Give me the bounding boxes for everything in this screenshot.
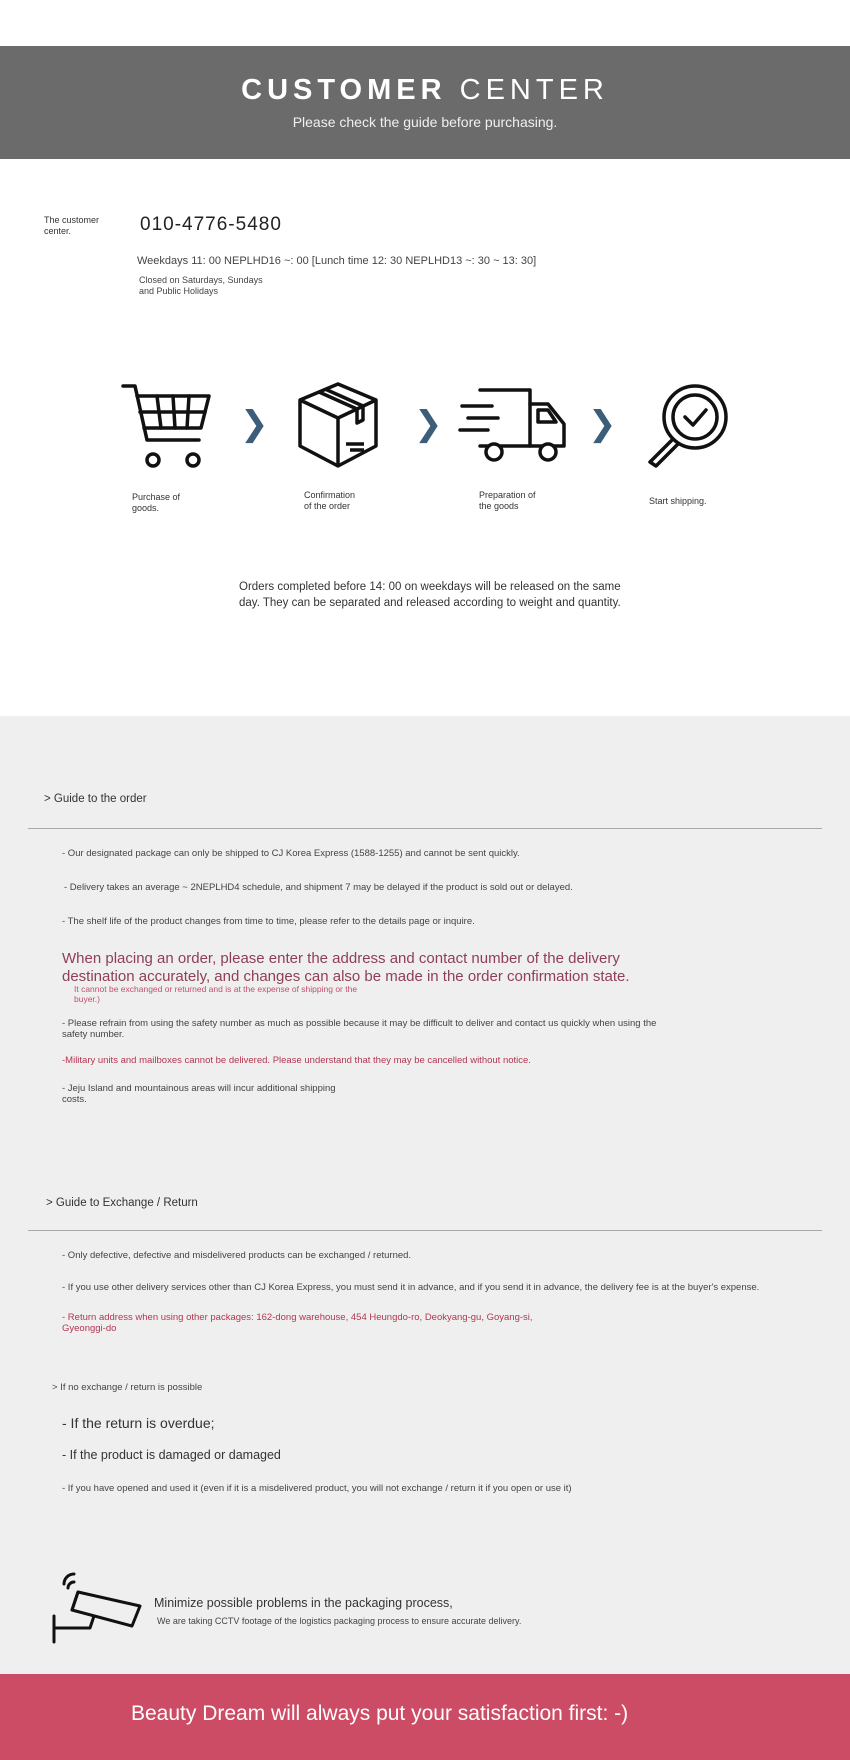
step-label-line: of the order bbox=[304, 501, 351, 511]
cctv-camera-icon bbox=[48, 1570, 148, 1644]
cctv-headline: Minimize possible problems in the packaging process, bbox=[154, 1596, 453, 1610]
step-label-line: goods. bbox=[132, 503, 160, 513]
jeju-line: costs. bbox=[62, 1094, 87, 1105]
phone-number[interactable]: 010-4776-5480 bbox=[140, 214, 282, 235]
chevron-right-icon: ❯ bbox=[414, 404, 443, 444]
guide-section bbox=[0, 716, 850, 1674]
order-guide-item: - Our designated package can only be shipped to CJ Korea Express (1588-1255) and cannot be sent quickly. bbox=[62, 848, 520, 859]
step-label-line: the goods bbox=[479, 501, 519, 511]
safety-line: - Please refrain from using the safety number as much as possible because it may be difficult to deliver and contact us quickly when using the bbox=[62, 1018, 657, 1029]
jeju-line: - Jeju Island and mountainous areas will incur additional shipping bbox=[62, 1083, 336, 1094]
title-light: CENTER bbox=[459, 74, 609, 106]
no-exchange-title: > If no exchange / return is possible bbox=[52, 1382, 203, 1393]
step-label-line: Confirmation bbox=[304, 490, 356, 500]
step-label-line: Start shipping. bbox=[649, 496, 707, 506]
closed-line-2: and Public Holidays bbox=[139, 286, 219, 296]
military-note: -Military units and mailboxes cannot be delivered. Please understand that they may be cancelled without notice. bbox=[62, 1055, 531, 1066]
magnifier-check-icon bbox=[640, 378, 736, 474]
truck-icon bbox=[458, 380, 568, 476]
cart-icon bbox=[117, 378, 213, 474]
cctv-description: We are taking CCTV footage of the logistics packaging process to ensure accurate delivery. bbox=[157, 1616, 522, 1626]
footer-message: Beauty Dream will always put your satisfaction first: -) bbox=[131, 1702, 629, 1725]
divider bbox=[28, 1230, 822, 1231]
closed-line-1: Closed on Saturdays, Sundays bbox=[139, 275, 263, 285]
step-confirmation bbox=[290, 378, 386, 479]
step-label-line: Preparation of bbox=[479, 490, 536, 500]
order-highlight bbox=[62, 950, 762, 986]
exchange-item: - Only defective, defective and misdelivered products can be exchanged / returned. bbox=[62, 1250, 412, 1261]
exchange-item: - If you use other delivery services other than CJ Korea Express, you must send it in advance, and if you send it in advance, the delivery fee is at the buyer's expense. bbox=[62, 1282, 760, 1293]
step-label-line: Purchase of bbox=[132, 492, 181, 502]
chevron-right-icon: ❯ bbox=[588, 404, 617, 444]
footer-banner bbox=[0, 1674, 850, 1760]
step-label-purchase bbox=[132, 492, 222, 514]
title-bold: CUSTOMER bbox=[241, 74, 447, 106]
chevron-right-icon: ❯ bbox=[240, 404, 269, 444]
safety-line: safety number. bbox=[62, 1029, 125, 1040]
page-header bbox=[0, 46, 850, 159]
step-purchase bbox=[117, 378, 213, 479]
page-title bbox=[0, 74, 850, 107]
step-label-confirmation bbox=[304, 490, 394, 512]
safety-number-note bbox=[62, 1018, 682, 1040]
no-exchange-item: - If you have opened and used it (even if it is a misdelivered product, you will not exchange / return it if you open or use it) bbox=[62, 1483, 572, 1494]
order-guide-title: > Guide to the order bbox=[44, 793, 147, 805]
highlight-line: destination accurately, and changes can also be made in the order confirmation state. bbox=[62, 968, 630, 985]
overlap-line: It cannot be exchanged or returned and is at the expense of shipping or the bbox=[74, 984, 358, 994]
order-overlap-note bbox=[74, 984, 434, 1004]
overlap-line: buyer.) bbox=[74, 994, 100, 1004]
step-label-shipping bbox=[649, 496, 739, 507]
customer-center-label: The customer center. bbox=[44, 215, 100, 236]
highlight-line: When placing an order, please enter the address and contact number of the delivery bbox=[62, 950, 620, 967]
no-exchange-item: - If the return is overdue; bbox=[62, 1415, 215, 1431]
address-line: Gyeonggi-do bbox=[62, 1323, 117, 1334]
exchange-guide-title: > Guide to Exchange / Return bbox=[46, 1197, 198, 1209]
jeju-note bbox=[62, 1083, 336, 1105]
step-shipping bbox=[640, 378, 736, 479]
order-guide-item: - Delivery takes an average ~ 2NEPLHD4 schedule, and shipment 7 may be delayed if the product is sold out or delayed. bbox=[64, 882, 573, 893]
address-line: - Return address when using other packages: 162-dong warehouse, 454 Heungdo-ro, Deokyang-gu, Goyang-si, bbox=[62, 1312, 533, 1323]
step-preparation bbox=[458, 380, 568, 481]
order-guide-item: - The shelf life of the product changes from time to time, please refer to the details page or inquire. bbox=[62, 916, 475, 927]
divider bbox=[28, 828, 822, 829]
business-hours: Weekdays 11: 00 NEPLHD16 ~: 00 [Lunch time 12: 30 NEPLHD13 ~: 30 ~ 13: 30] bbox=[137, 255, 537, 267]
page-subtitle: Please check the guide before purchasing. bbox=[292, 114, 558, 130]
shipping-note: Orders completed before 14: 00 on weekdays will be released on the same day. They can be separated and released according to weight and quantity. bbox=[239, 581, 621, 609]
box-icon bbox=[290, 378, 386, 474]
step-label-preparation bbox=[479, 490, 569, 512]
closed-days bbox=[139, 275, 289, 297]
no-exchange-item: - If the product is damaged or damaged bbox=[62, 1448, 281, 1462]
return-address bbox=[62, 1312, 533, 1334]
